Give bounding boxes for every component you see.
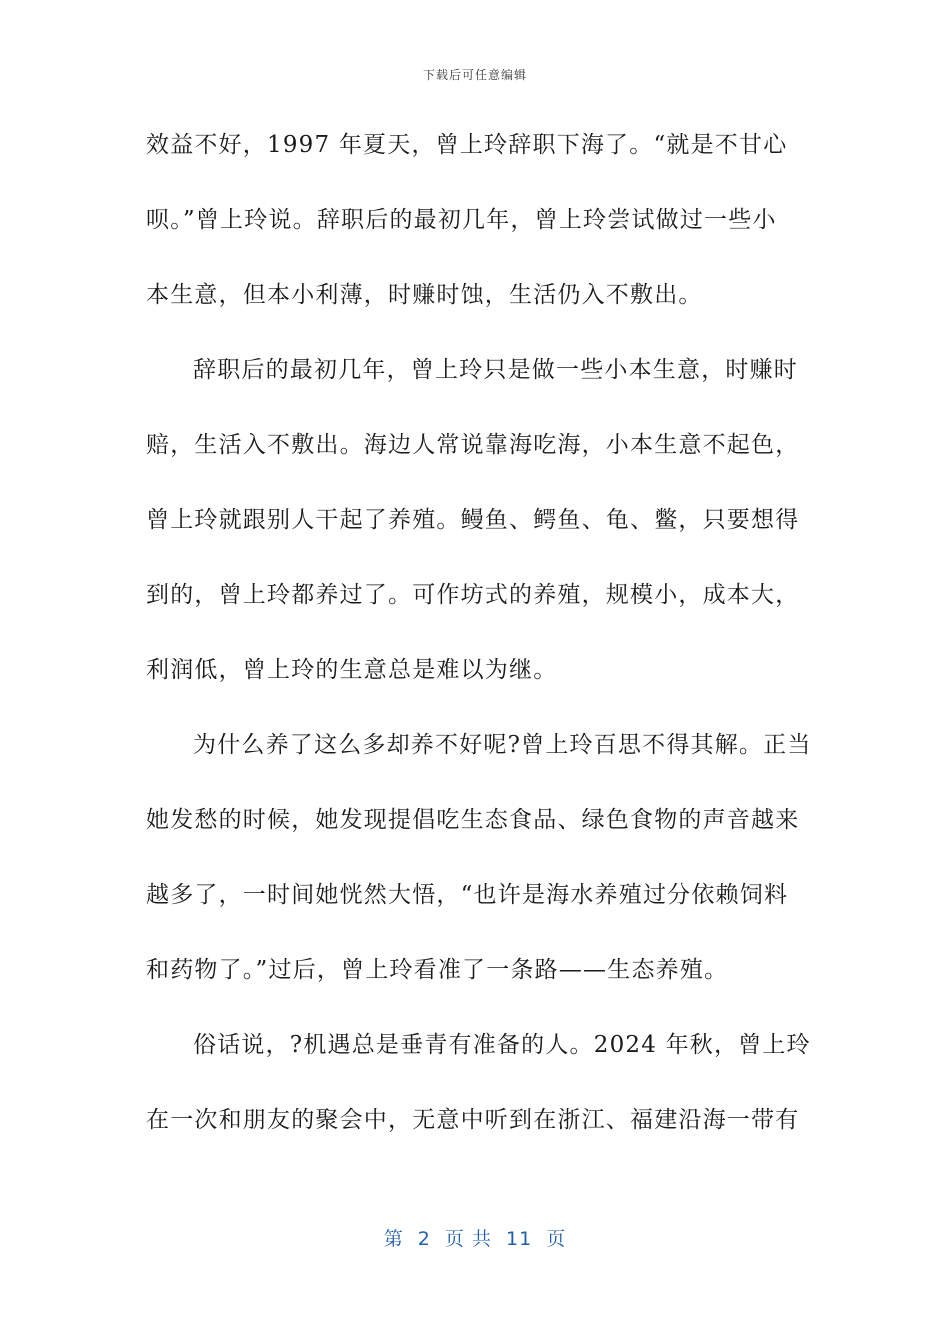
text-line: 本生意，但本小利薄，时赚时蚀，生活仍入不敷出。 [146, 282, 703, 308]
text-line: 越多了，一时间她恍然大悟，“也许是海水养殖过分依赖饲料 [146, 882, 789, 908]
page-header: 下载后可任意编辑 [422, 68, 527, 82]
page-number-footer: 第 2 页 共 11 页 [383, 1228, 567, 1250]
text-line: 曾上玲就跟别人干起了养殖。鳗鱼、鳄鱼、龟、鳖，只要想得 [146, 507, 800, 533]
paragraph-first-line: 辞职后的最初几年，曾上玲只是做一些小本生意，时赚时 [193, 357, 798, 383]
paragraph-first-line: 为什么养了这么多却养不好呢?曾上玲百思不得其解。正当 [193, 732, 812, 758]
text-line: 到的，曾上玲都养过了。可作坊式的养殖，规模小，成本大， [146, 582, 800, 608]
text-line: 在一次和朋友的聚会中，无意中听到在浙江、福建沿海一带有 [146, 1107, 800, 1133]
text-line: 赔，生活入不敷出。海边人常说靠海吃海，小本生意不起色， [146, 432, 800, 458]
text-line: 呗。”曾上玲说。辞职后的最初几年，曾上玲尝试做过一些小 [146, 207, 777, 233]
document-body [146, 120, 812, 1170]
text-line: 利润低，曾上玲的生意总是难以为继。 [146, 657, 558, 683]
text-line: 她发愁的时候，她发现提倡吃生态食品、绿色食物的声音越来 [146, 807, 800, 833]
text-line: 效益不好，1997 年夏天，曾上玲辞职下海了。“就是不甘心 [146, 132, 788, 158]
text-line: 和药物了。”过后，曾上玲看准了一条路——生态养殖。 [146, 957, 729, 983]
paragraph-first-line: 俗话说，?机遇总是垂青有准备的人。2024 年秋，曾上玲 [193, 1032, 811, 1058]
